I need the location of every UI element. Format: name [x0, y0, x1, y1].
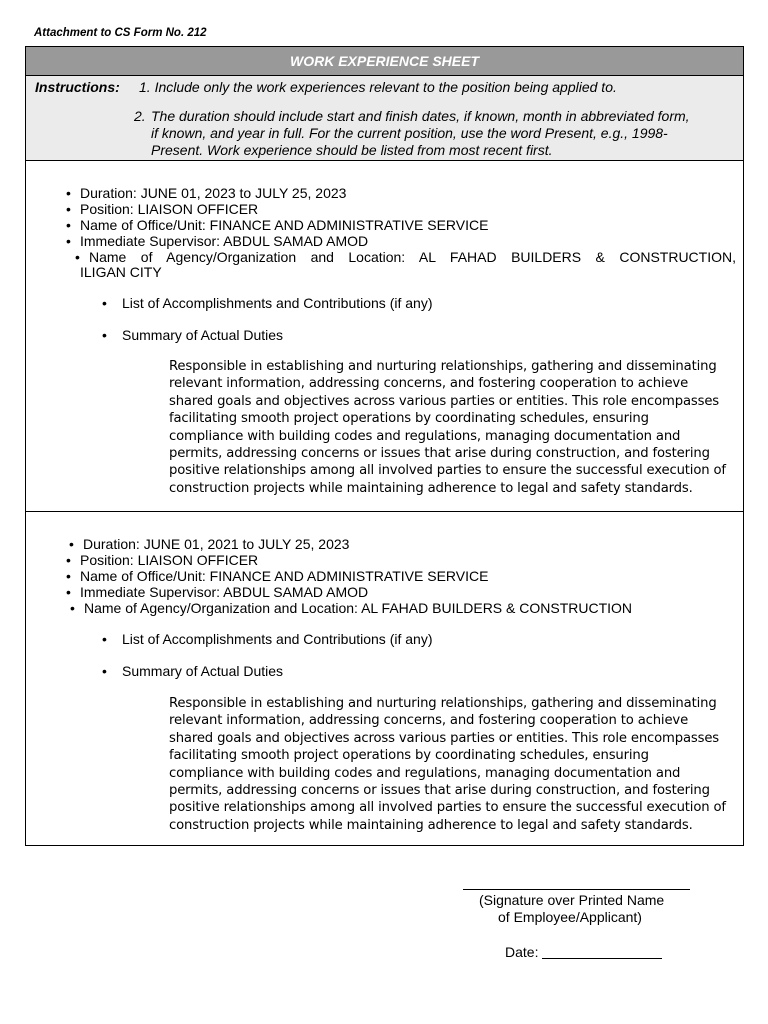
entry-summary-text	[169, 358, 739, 497]
signature-caption-line-2: of Employee/Applicant)	[498, 909, 642, 925]
summary-line: facilitating smooth project operations by coordinating schedules, ensuring	[169, 748, 649, 764]
summary-line: relevant information, addressing concerns, and fostering cooperation to achieve	[169, 376, 689, 392]
summary-line: Responsible in establishing and nurturing relationships, gathering and disseminating	[169, 696, 717, 711]
signature-caption-line-1: (Signature over Printed Name	[479, 892, 665, 908]
attachment-label: Attachment to CS Form No. 212	[34, 27, 207, 39]
summary-line: positive relationships among all involved parties to ensure the successful execution of	[169, 463, 726, 479]
instructions-section	[26, 76, 743, 161]
entry-accomplishments: • List of Accomplishments and Contributions (if any)	[122, 295, 432, 311]
entry-position: • Position: LIAISON OFFICER	[80, 201, 736, 217]
work-entry	[26, 161, 743, 512]
date-field	[505, 944, 662, 960]
date-label: Date:	[505, 944, 539, 960]
entry-agency-line-1: • Name of Agency/Organization and Location: AL FAHAD BUILDERS & CONSTRUCTION,	[89, 249, 736, 265]
entry-agency	[89, 249, 736, 265]
entry-summary-label: • Summary of Actual Duties	[122, 663, 283, 679]
instructions-label: Instructions:	[35, 79, 120, 95]
signature-line	[463, 889, 690, 890]
instruction-item-1	[139, 79, 617, 95]
sheet-title: WORK EXPERIENCE SHEET	[26, 47, 743, 76]
entry-supervisor: • Immediate Supervisor: ABDUL SAMAD AMOD	[80, 233, 736, 249]
work-entry	[26, 512, 743, 845]
summary-line: permits, addressing concerns or issues that arise during construction, and fostering	[169, 446, 710, 462]
entry-supervisor: • Immediate Supervisor: ABDUL SAMAD AMOD	[80, 584, 736, 600]
instruction-1-text: Include only the work experiences relevant to the position being applied to.	[154, 79, 617, 95]
instruction-2-line-1: The duration should include start and finish dates, if known, month in abbreviated form,	[151, 108, 690, 124]
summary-line: compliance with building codes and regulations, managing documentation and	[169, 765, 681, 781]
entry-summary-label: • Summary of Actual Duties	[122, 327, 283, 343]
entry-summary-text	[169, 695, 739, 834]
instruction-2-number: 2.	[134, 108, 146, 124]
summary-line: relevant information, addressing concerns, and fostering cooperation to achieve	[169, 713, 689, 729]
summary-line: facilitating smooth project operations by coordinating schedules, ensuring	[169, 411, 649, 427]
summary-line: compliance with building codes and regulations, managing documentation and	[169, 428, 681, 444]
instruction-1-number: 1.	[139, 79, 151, 95]
date-blank-line	[542, 958, 662, 959]
summary-line: shared goals and objectives across various parties or entities. This role encompasses	[169, 393, 720, 409]
entry-agency-line-2: ILIGAN CITY	[80, 264, 162, 280]
entry-office: • Name of Office/Unit: FINANCE AND ADMINISTRATIVE SERVICE	[80, 568, 736, 584]
entry-agency: • Name of Agency/Organization and Location: AL FAHAD BUILDERS & CONSTRUCTION	[84, 600, 740, 616]
entry-accomplishments: • List of Accomplishments and Contributions (if any)	[122, 631, 432, 647]
summary-line: construction projects while maintaining adherence to legal and safety standards.	[169, 817, 693, 833]
instruction-2-line-3: Present. Work experience should be listed from most recent first.	[151, 142, 553, 158]
entry-position: • Position: LIAISON OFFICER	[80, 552, 736, 568]
summary-line: shared goals and objectives across various parties or entities. This role encompasses	[169, 730, 720, 746]
entry-duration: • Duration: JUNE 01, 2023 to JULY 25, 2023	[80, 185, 736, 201]
work-experience-sheet	[25, 46, 744, 846]
instruction-2-line-2: if known, and year in full. For the current position, use the word Present, e.g., 1998-	[151, 125, 668, 141]
instruction-item-2	[134, 108, 735, 159]
summary-line: positive relationships among all involved parties to ensure the successful execution of	[169, 800, 726, 816]
entry-duration: • Duration: JUNE 01, 2021 to JULY 25, 2023	[83, 536, 739, 552]
entry-office: • Name of Office/Unit: FINANCE AND ADMINISTRATIVE SERVICE	[80, 217, 736, 233]
summary-line: Responsible in establishing and nurturing relationships, gathering and disseminating	[169, 359, 717, 374]
signature-caption	[479, 892, 664, 926]
summary-line: permits, addressing concerns or issues that arise during construction, and fostering	[169, 783, 710, 799]
summary-line: construction projects while maintaining adherence to legal and safety standards.	[169, 480, 693, 496]
